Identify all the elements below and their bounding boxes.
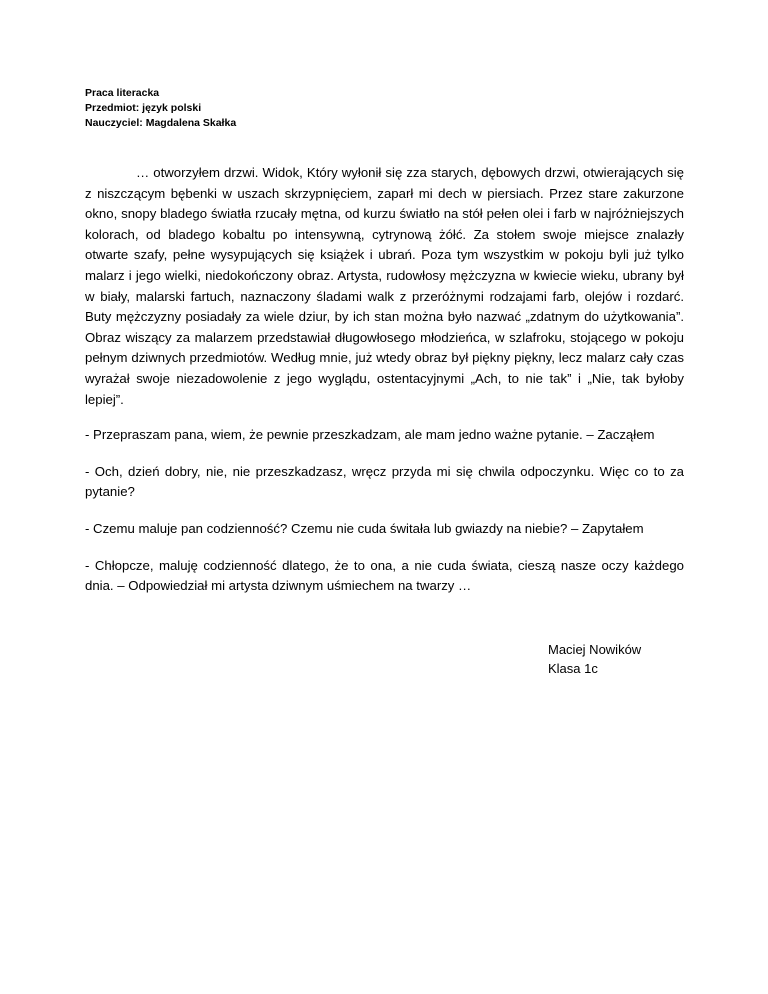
paragraph-dialogue-4: - Chłopcze, maluję codzienność dlatego, że to ona, a nie cuda świata, cieszą nasze oczy każdego dnia. – Odpowiedział mi artysta dziwnym uśmiechem na twarzy … xyxy=(85,557,684,594)
paragraph-dialogue-2: - Och, dzień dobry, nie, nie przeszkadzasz, wręcz przyda mi się chwila odpoczynku. Więc co to za pytanie? xyxy=(85,463,684,500)
paragraph-dialogue-3: - Czemu maluje pan codzienność? Czemu nie cuda świtała lub gwiazdy na niebie? – Zapytałem xyxy=(85,520,644,536)
author-class: Klasa 1c xyxy=(548,661,598,676)
signature-block xyxy=(548,640,641,678)
header-title: Praca literacka xyxy=(85,87,160,99)
document-body xyxy=(85,163,684,613)
paragraph-dialogue-1: - Przepraszam pana, wiem, że pewnie przeszkadzam, ale mam jedno ważne pytanie. – Zacząłem xyxy=(85,427,655,443)
header-teacher: Nauczyciel: Magdalena Skałka xyxy=(85,117,237,129)
header-subject: Przedmiot: język polski xyxy=(85,102,202,114)
paragraph-intro: … otworzyłem drzwi. Widok, Który wyłonił się zza starych, dębowych drzwi, otwierających się z niszczącym bębenki w uszach skrzypnięciem, zaparł mi dech w piersiach. Przez stare zakurzone okno, snopy bladego światła rzucały mętna, od kurzu światło na stół pełen olei i farb w najróżniejszych kolorach, od bladego kobaltu po intensywną, cytrynową żółć. Za stołem swoje miejsce znalazły otwarte szafy, pełne wysypujących się książek i ubrań. Poza tym wszystkim w pokoju byli już tylko malarz i jego wielki, niedokończony obraz. Artysta, rudowłosy mężczyzna w kwiecie wieku, ubrany był w biały, malarski fartuch, naznaczony śladami walk z przeróżnymi rodzajami farb, olejów i rozdarć. Buty mężczyzny posiadały za wiele dziur, by ich stan można było nazwać „zdatnym do użytkowania”. Obraz wiszący za malarzem przedstawiał długowłosego młodzieńca, w szlafroku, stojącego w pokoju pełnym dziwnych przedmiotów. Według mnie, już wtedy obraz był piękny piękny, lecz malarz cały czas wyrażał swoje niezadowolenie z jego wyglądu, ostentacyjnymi „Ach, to nie tak” i „Nie, tak byłoby lepiej”. xyxy=(85,165,684,407)
document-header xyxy=(85,86,236,131)
author-name: Maciej Nowików xyxy=(548,642,642,657)
